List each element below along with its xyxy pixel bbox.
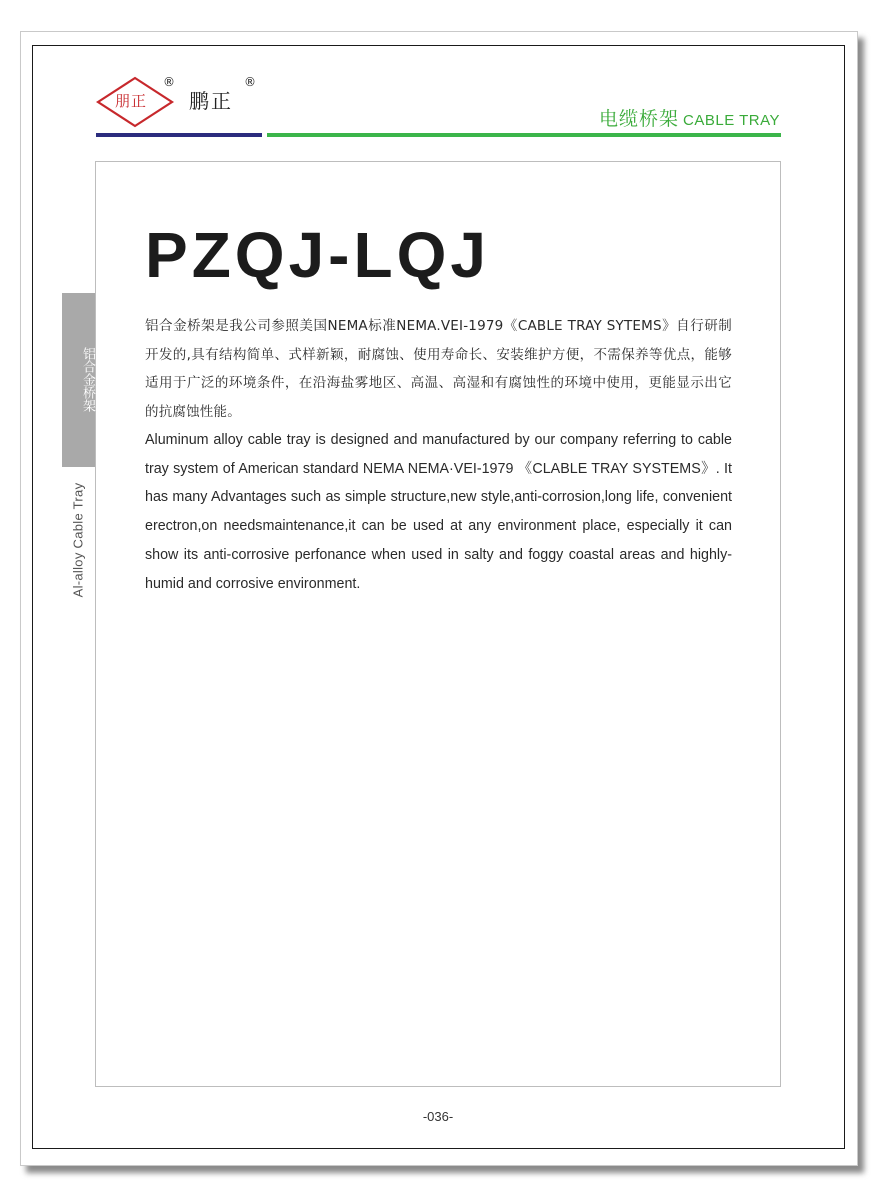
registered-mark: ®: [163, 75, 175, 89]
description-en: Aluminum alloy cable tray is designed and manufactured by our company referring to cable tray system of American standard NEMA NEMA·VEI-1979 《CLABLE TRAY SYSTEMS》. It has many Advantages such as simple structure,new style,anti-corrosion,long life, convenient erectron,on needsmaintenance,it can be used at any environment place, especially it can show its anti-corrosive perfonance when used in salty and foggy coastal areas and highly-humid and corrosive environment.: [145, 432, 732, 592]
brand-name: 鹏正: [189, 89, 233, 113]
content-box: [95, 161, 781, 1087]
header-bar-blue: [96, 133, 262, 137]
section-title-en: CABLE TRAY: [683, 112, 780, 129]
section-title: [599, 104, 780, 131]
description-cn: 铝合金桥架是我公司参照美国NEMA标准NEMA.VEI-1979《CABLE TRAY SYTEMS》自行研制开发的,具有结构简单、式样新颖，耐腐蚀、使用寿命长、安装维护方便，不需保养等优点，能够适用于广泛的环境条件，在沿海盐雾地区、高温、高湿和有腐蚀性的环境中使用，更能显示出它的抗腐蚀性能。: [145, 318, 732, 421]
category-label-en: Al-alloy Cable Tray: [70, 482, 86, 598]
logo-box-text: 朋正: [115, 92, 148, 110]
header-bar-green: [267, 133, 781, 137]
page-number: -036-: [422, 1109, 454, 1124]
category-tab: [62, 293, 95, 467]
category-tab-label: 铝合金桥架: [80, 347, 95, 412]
section-title-cn: 电缆桥架: [599, 108, 680, 130]
registered-mark: ®: [244, 75, 256, 89]
product-code: PZQJ-LQJ: [145, 219, 490, 291]
brand-logo: [96, 75, 266, 135]
